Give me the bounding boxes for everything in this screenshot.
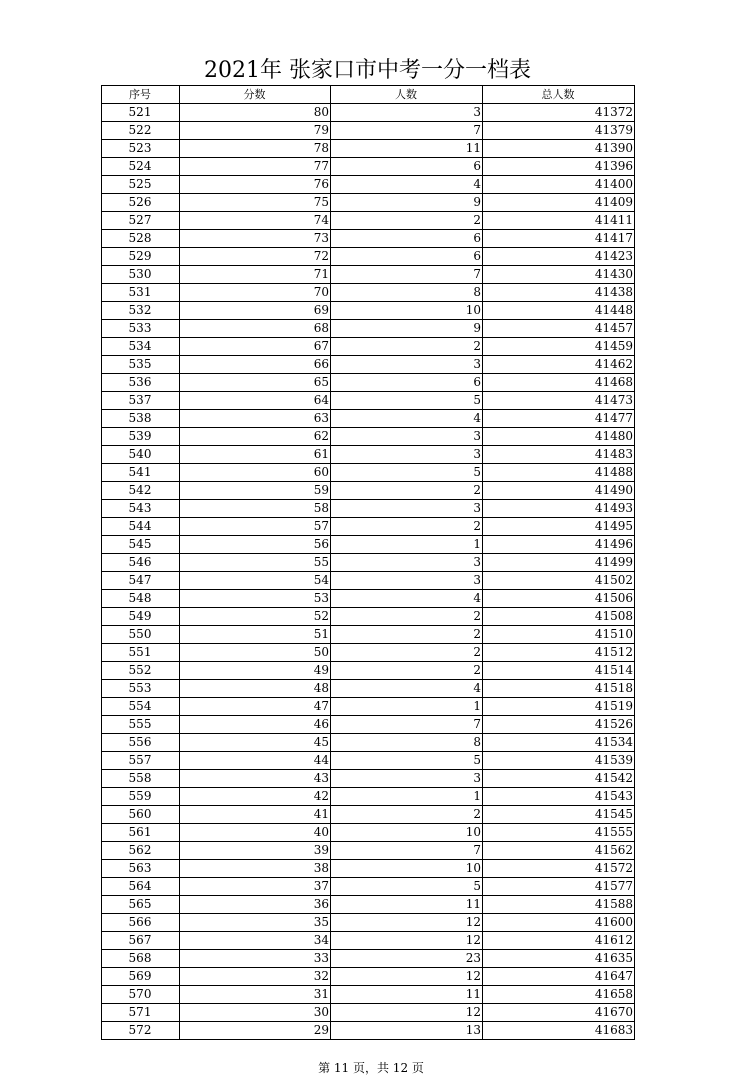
count-cell: 5	[331, 752, 483, 770]
table-row	[102, 1004, 635, 1022]
count-cell: 4	[331, 176, 483, 194]
seq-cell: 538	[102, 410, 180, 428]
total-cell: 41612	[483, 932, 635, 950]
seq-cell: 533	[102, 320, 180, 338]
table-row	[102, 410, 635, 428]
count-cell: 8	[331, 284, 483, 302]
total-cell: 41539	[483, 752, 635, 770]
table-row	[102, 950, 635, 968]
seq-cell: 562	[102, 842, 180, 860]
count-cell: 3	[331, 104, 483, 122]
total-cell: 41396	[483, 158, 635, 176]
count-cell: 7	[331, 122, 483, 140]
table-row	[102, 878, 635, 896]
score-cell: 76	[180, 176, 331, 194]
seq-cell: 536	[102, 374, 180, 392]
count-cell: 3	[331, 770, 483, 788]
table-row	[102, 1022, 635, 1040]
total-cell: 41647	[483, 968, 635, 986]
total-cell: 41480	[483, 428, 635, 446]
seq-cell: 558	[102, 770, 180, 788]
seq-cell: 568	[102, 950, 180, 968]
seq-cell: 539	[102, 428, 180, 446]
score-cell: 74	[180, 212, 331, 230]
total-cell: 41562	[483, 842, 635, 860]
table-row	[102, 806, 635, 824]
score-cell: 58	[180, 500, 331, 518]
table-row	[102, 122, 635, 140]
table-row	[102, 986, 635, 1004]
total-cell: 41542	[483, 770, 635, 788]
total-cell: 41510	[483, 626, 635, 644]
score-cell: 64	[180, 392, 331, 410]
seq-cell: 556	[102, 734, 180, 752]
score-cell: 49	[180, 662, 331, 680]
table-row	[102, 914, 635, 932]
table-row	[102, 428, 635, 446]
total-cell: 41459	[483, 338, 635, 356]
score-cell: 37	[180, 878, 331, 896]
total-cell: 41588	[483, 896, 635, 914]
count-cell: 3	[331, 428, 483, 446]
table-body	[102, 104, 635, 1040]
score-cell: 41	[180, 806, 331, 824]
seq-cell: 572	[102, 1022, 180, 1040]
total-cell: 41683	[483, 1022, 635, 1040]
table-row	[102, 176, 635, 194]
score-cell: 30	[180, 1004, 331, 1022]
score-cell: 55	[180, 554, 331, 572]
table-row	[102, 932, 635, 950]
table-row	[102, 230, 635, 248]
table-row	[102, 626, 635, 644]
table-row	[102, 896, 635, 914]
seq-cell: 527	[102, 212, 180, 230]
seq-cell: 544	[102, 518, 180, 536]
page-title: 2021年 张家口市中考一分一档表	[204, 58, 531, 83]
table-row	[102, 842, 635, 860]
table-row	[102, 104, 635, 122]
total-cell: 41635	[483, 950, 635, 968]
score-cell: 73	[180, 230, 331, 248]
seq-cell: 548	[102, 590, 180, 608]
count-cell: 7	[331, 266, 483, 284]
score-cell: 68	[180, 320, 331, 338]
table-row	[102, 662, 635, 680]
table-row	[102, 212, 635, 230]
seq-cell: 542	[102, 482, 180, 500]
total-cell: 41409	[483, 194, 635, 212]
count-cell: 11	[331, 896, 483, 914]
count-cell: 10	[331, 824, 483, 842]
score-cell: 56	[180, 536, 331, 554]
total-cell: 41493	[483, 500, 635, 518]
seq-cell: 560	[102, 806, 180, 824]
seq-cell: 531	[102, 284, 180, 302]
page-footer: 第 11 页，共 12 页	[318, 1061, 424, 1075]
score-cell: 77	[180, 158, 331, 176]
count-cell: 2	[331, 806, 483, 824]
count-cell: 2	[331, 212, 483, 230]
score-cell: 67	[180, 338, 331, 356]
score-cell: 29	[180, 1022, 331, 1040]
count-cell: 12	[331, 914, 483, 932]
seq-cell: 521	[102, 104, 180, 122]
table-row	[102, 698, 635, 716]
seq-cell: 567	[102, 932, 180, 950]
seq-cell: 547	[102, 572, 180, 590]
score-cell: 42	[180, 788, 331, 806]
seq-cell: 530	[102, 266, 180, 284]
count-cell: 9	[331, 320, 483, 338]
count-cell: 23	[331, 950, 483, 968]
table-row	[102, 338, 635, 356]
total-cell: 41543	[483, 788, 635, 806]
seq-cell: 523	[102, 140, 180, 158]
seq-cell: 566	[102, 914, 180, 932]
total-cell: 41495	[483, 518, 635, 536]
count-cell: 5	[331, 392, 483, 410]
table-row	[102, 824, 635, 842]
seq-cell: 561	[102, 824, 180, 842]
table-row	[102, 734, 635, 752]
table-row	[102, 500, 635, 518]
total-cell: 41506	[483, 590, 635, 608]
count-cell: 6	[331, 230, 483, 248]
count-cell: 11	[331, 986, 483, 1004]
total-cell: 41518	[483, 680, 635, 698]
column-header-score: 分数	[180, 86, 331, 104]
count-cell: 6	[331, 374, 483, 392]
seq-cell: 525	[102, 176, 180, 194]
seq-cell: 551	[102, 644, 180, 662]
count-cell: 9	[331, 194, 483, 212]
total-cell: 41577	[483, 878, 635, 896]
count-cell: 2	[331, 338, 483, 356]
count-cell: 2	[331, 482, 483, 500]
score-cell: 32	[180, 968, 331, 986]
table-row	[102, 752, 635, 770]
score-cell: 53	[180, 590, 331, 608]
total-cell: 41379	[483, 122, 635, 140]
table-row	[102, 158, 635, 176]
seq-cell: 570	[102, 986, 180, 1004]
count-cell: 3	[331, 572, 483, 590]
table-header-row	[102, 86, 635, 104]
total-cell: 41423	[483, 248, 635, 266]
count-cell: 1	[331, 788, 483, 806]
seq-cell: 532	[102, 302, 180, 320]
total-cell: 41572	[483, 860, 635, 878]
score-cell: 54	[180, 572, 331, 590]
score-cell: 72	[180, 248, 331, 266]
seq-cell: 546	[102, 554, 180, 572]
seq-cell: 553	[102, 680, 180, 698]
seq-cell: 528	[102, 230, 180, 248]
score-cell: 69	[180, 302, 331, 320]
total-cell: 41477	[483, 410, 635, 428]
total-cell: 41390	[483, 140, 635, 158]
count-cell: 3	[331, 500, 483, 518]
score-cell: 59	[180, 482, 331, 500]
seq-cell: 550	[102, 626, 180, 644]
count-cell: 4	[331, 410, 483, 428]
count-cell: 11	[331, 140, 483, 158]
score-cell: 33	[180, 950, 331, 968]
total-cell: 41448	[483, 302, 635, 320]
score-cell: 36	[180, 896, 331, 914]
table-row	[102, 464, 635, 482]
count-cell: 2	[331, 518, 483, 536]
count-cell: 3	[331, 554, 483, 572]
count-cell: 12	[331, 932, 483, 950]
seq-cell: 540	[102, 446, 180, 464]
total-cell: 41545	[483, 806, 635, 824]
score-cell: 57	[180, 518, 331, 536]
count-cell: 1	[331, 698, 483, 716]
score-cell: 66	[180, 356, 331, 374]
total-cell: 41457	[483, 320, 635, 338]
score-cell: 61	[180, 446, 331, 464]
table-row	[102, 716, 635, 734]
column-header-seq: 序号	[102, 86, 180, 104]
score-table	[101, 85, 635, 1040]
seq-cell: 559	[102, 788, 180, 806]
total-cell: 41502	[483, 572, 635, 590]
total-cell: 41512	[483, 644, 635, 662]
seq-cell: 549	[102, 608, 180, 626]
total-cell: 41600	[483, 914, 635, 932]
total-cell: 41417	[483, 230, 635, 248]
count-cell: 5	[331, 464, 483, 482]
table-row	[102, 302, 635, 320]
total-cell: 41658	[483, 986, 635, 1004]
score-cell: 47	[180, 698, 331, 716]
seq-cell: 524	[102, 158, 180, 176]
total-cell: 41508	[483, 608, 635, 626]
table-row	[102, 788, 635, 806]
seq-cell: 565	[102, 896, 180, 914]
table-row	[102, 536, 635, 554]
count-cell: 2	[331, 644, 483, 662]
table-row	[102, 140, 635, 158]
count-cell: 8	[331, 734, 483, 752]
count-cell: 6	[331, 158, 483, 176]
score-cell: 52	[180, 608, 331, 626]
seq-cell: 535	[102, 356, 180, 374]
total-cell: 41400	[483, 176, 635, 194]
seq-cell: 543	[102, 500, 180, 518]
score-cell: 34	[180, 932, 331, 950]
score-cell: 51	[180, 626, 331, 644]
total-cell: 41534	[483, 734, 635, 752]
table-row	[102, 482, 635, 500]
seq-cell: 569	[102, 968, 180, 986]
table-row	[102, 644, 635, 662]
score-cell: 80	[180, 104, 331, 122]
count-cell: 3	[331, 446, 483, 464]
count-cell: 2	[331, 662, 483, 680]
score-cell: 63	[180, 410, 331, 428]
count-cell: 2	[331, 626, 483, 644]
score-cell: 43	[180, 770, 331, 788]
seq-cell: 537	[102, 392, 180, 410]
table-row	[102, 194, 635, 212]
table-row	[102, 572, 635, 590]
column-header-count: 人数	[331, 86, 483, 104]
table-row	[102, 518, 635, 536]
total-cell: 41499	[483, 554, 635, 572]
table-row	[102, 968, 635, 986]
count-cell: 13	[331, 1022, 483, 1040]
score-cell: 38	[180, 860, 331, 878]
seq-cell: 552	[102, 662, 180, 680]
score-cell: 65	[180, 374, 331, 392]
table-row	[102, 446, 635, 464]
count-cell: 10	[331, 302, 483, 320]
score-cell: 35	[180, 914, 331, 932]
total-cell: 41526	[483, 716, 635, 734]
table-row	[102, 770, 635, 788]
seq-cell: 563	[102, 860, 180, 878]
count-cell: 7	[331, 842, 483, 860]
table-row	[102, 590, 635, 608]
total-cell: 41483	[483, 446, 635, 464]
count-cell: 2	[331, 608, 483, 626]
count-cell: 5	[331, 878, 483, 896]
total-cell: 41488	[483, 464, 635, 482]
count-cell: 1	[331, 536, 483, 554]
score-cell: 71	[180, 266, 331, 284]
score-cell: 62	[180, 428, 331, 446]
total-cell: 41514	[483, 662, 635, 680]
total-cell: 41519	[483, 698, 635, 716]
score-cell: 39	[180, 842, 331, 860]
total-cell: 41430	[483, 266, 635, 284]
total-cell: 41555	[483, 824, 635, 842]
total-cell: 41462	[483, 356, 635, 374]
seq-cell: 526	[102, 194, 180, 212]
table-row	[102, 356, 635, 374]
table-row	[102, 320, 635, 338]
table-row	[102, 266, 635, 284]
table-row	[102, 680, 635, 698]
total-cell: 41372	[483, 104, 635, 122]
total-cell: 41411	[483, 212, 635, 230]
seq-cell: 541	[102, 464, 180, 482]
count-cell: 7	[331, 716, 483, 734]
seq-cell: 571	[102, 1004, 180, 1022]
count-cell: 12	[331, 968, 483, 986]
score-cell: 79	[180, 122, 331, 140]
table-row	[102, 554, 635, 572]
table-row	[102, 392, 635, 410]
count-cell: 4	[331, 680, 483, 698]
score-cell: 60	[180, 464, 331, 482]
score-cell: 31	[180, 986, 331, 1004]
total-cell: 41496	[483, 536, 635, 554]
total-cell: 41473	[483, 392, 635, 410]
table-row	[102, 860, 635, 878]
count-cell: 6	[331, 248, 483, 266]
score-cell: 40	[180, 824, 331, 842]
score-cell: 44	[180, 752, 331, 770]
seq-cell: 564	[102, 878, 180, 896]
seq-cell: 554	[102, 698, 180, 716]
table-row	[102, 374, 635, 392]
count-cell: 3	[331, 356, 483, 374]
table-row	[102, 608, 635, 626]
table-row	[102, 284, 635, 302]
score-cell: 50	[180, 644, 331, 662]
seq-cell: 522	[102, 122, 180, 140]
seq-cell: 557	[102, 752, 180, 770]
score-cell: 78	[180, 140, 331, 158]
count-cell: 4	[331, 590, 483, 608]
score-cell: 48	[180, 680, 331, 698]
column-header-total: 总人数	[483, 86, 635, 104]
score-cell: 46	[180, 716, 331, 734]
total-cell: 41468	[483, 374, 635, 392]
total-cell: 41670	[483, 1004, 635, 1022]
seq-cell: 534	[102, 338, 180, 356]
total-cell: 41438	[483, 284, 635, 302]
seq-cell: 555	[102, 716, 180, 734]
table-row	[102, 248, 635, 266]
seq-cell: 545	[102, 536, 180, 554]
score-cell: 75	[180, 194, 331, 212]
seq-cell: 529	[102, 248, 180, 266]
score-cell: 45	[180, 734, 331, 752]
count-cell: 10	[331, 860, 483, 878]
total-cell: 41490	[483, 482, 635, 500]
count-cell: 12	[331, 1004, 483, 1022]
score-cell: 70	[180, 284, 331, 302]
